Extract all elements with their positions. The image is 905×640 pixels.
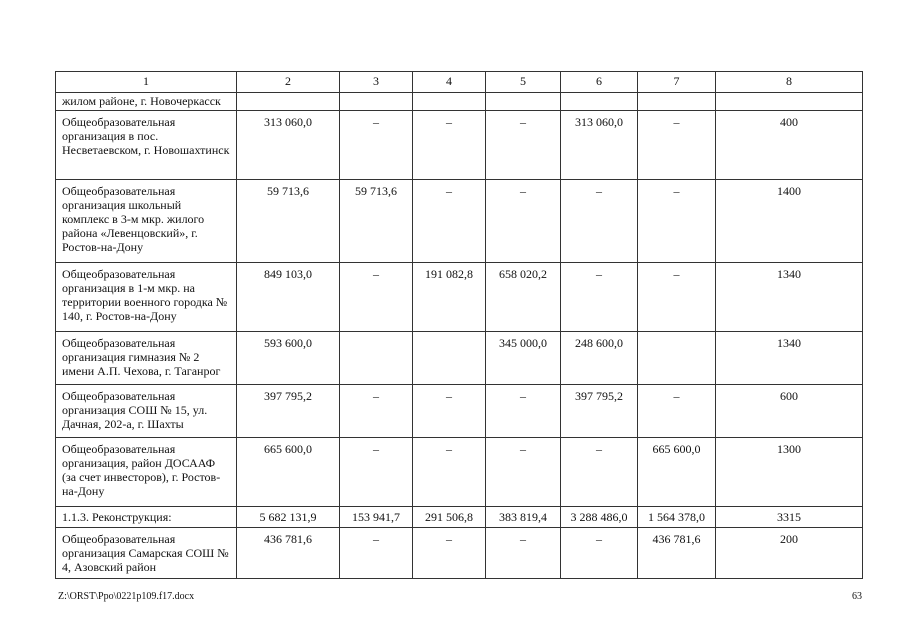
value-cell: – <box>486 180 561 263</box>
value-cell: – <box>638 385 716 438</box>
value-cell: – <box>486 438 561 507</box>
value-cell: – <box>561 528 638 579</box>
column-header: 5 <box>486 72 561 93</box>
value-cell: 59 713,6 <box>340 180 413 263</box>
object-name-cell: Общеобразовательная организация Самарская СОШ № 4, Азовский район <box>56 528 237 579</box>
capacity-cell: 200 <box>716 528 863 579</box>
value-cell: – <box>340 438 413 507</box>
value-cell: 153 941,7 <box>340 507 413 528</box>
value-cell: 397 795,2 <box>561 385 638 438</box>
object-name-cell: Общеобразовательная организация в 1-м мкр. на территории военного городка № 140, г. Ростов-на-Дону <box>56 263 237 332</box>
page-number: 63 <box>852 591 862 602</box>
capacity-cell: 1340 <box>716 332 863 385</box>
value-cell: – <box>486 528 561 579</box>
value-cell: – <box>340 528 413 579</box>
value-cell: 665 600,0 <box>638 438 716 507</box>
value-cell: 313 060,0 <box>237 111 340 180</box>
column-header: 4 <box>413 72 486 93</box>
capacity-cell: 1400 <box>716 180 863 263</box>
column-header: 6 <box>561 72 638 93</box>
value-cell: – <box>561 263 638 332</box>
table-row <box>56 528 863 579</box>
value-cell: 291 506,8 <box>413 507 486 528</box>
value-cell: 59 713,6 <box>237 180 340 263</box>
capacity-cell: 1340 <box>716 263 863 332</box>
value-cell <box>561 93 638 111</box>
value-cell: – <box>486 385 561 438</box>
table-row <box>56 332 863 385</box>
capacity-cell: 600 <box>716 385 863 438</box>
capacity-cell: 400 <box>716 111 863 180</box>
value-cell: 436 781,6 <box>237 528 340 579</box>
value-cell: 1 564 378,0 <box>638 507 716 528</box>
value-cell: – <box>413 528 486 579</box>
value-cell: – <box>486 111 561 180</box>
column-header: 7 <box>638 72 716 93</box>
value-cell: 3 288 486,0 <box>561 507 638 528</box>
value-cell: 593 600,0 <box>237 332 340 385</box>
footer-file-path: Z:\ORST\Ppo\0221p109.f17.docx <box>58 591 195 602</box>
table-row <box>56 263 863 332</box>
value-cell: 665 600,0 <box>237 438 340 507</box>
object-name-cell: Общеобразовательная организация в пос. Несветаевском, г. Новошахтинск <box>56 111 237 180</box>
value-cell: – <box>413 180 486 263</box>
value-cell: – <box>638 263 716 332</box>
value-cell: – <box>638 111 716 180</box>
object-name-cell: жилом районе, г. Новочеркасск <box>56 93 237 111</box>
table-header-row <box>56 72 863 93</box>
value-cell <box>486 93 561 111</box>
table-row <box>56 111 863 180</box>
object-name-cell: Общеобразовательная организация СОШ № 15, ул. Дачная, 202-а, г. Шахты <box>56 385 237 438</box>
value-cell: – <box>638 180 716 263</box>
table-row <box>56 180 863 263</box>
capacity-cell <box>716 93 863 111</box>
column-header: 8 <box>716 72 863 93</box>
value-cell <box>638 93 716 111</box>
value-cell: 849 103,0 <box>237 263 340 332</box>
value-cell: 397 795,2 <box>237 385 340 438</box>
value-cell: 383 819,4 <box>486 507 561 528</box>
value-cell: – <box>413 385 486 438</box>
value-cell: 658 020,2 <box>486 263 561 332</box>
capacity-cell: 3315 <box>716 507 863 528</box>
budget-table <box>55 71 863 579</box>
column-header: 3 <box>340 72 413 93</box>
table-row <box>56 385 863 438</box>
capacity-cell: 1300 <box>716 438 863 507</box>
value-cell <box>413 332 486 385</box>
table-row <box>56 93 863 111</box>
value-cell <box>340 93 413 111</box>
value-cell <box>340 332 413 385</box>
column-header: 2 <box>237 72 340 93</box>
value-cell: – <box>340 385 413 438</box>
value-cell: 345 000,0 <box>486 332 561 385</box>
value-cell: – <box>340 263 413 332</box>
section-title-cell: 1.1.3. Реконструкция: <box>56 507 237 528</box>
value-cell <box>237 93 340 111</box>
value-cell: 248 600,0 <box>561 332 638 385</box>
object-name-cell: Общеобразовательная организация гимназия № 2 имени А.П. Чехова, г. Таганрог <box>56 332 237 385</box>
object-name-cell: Общеобразовательная организация школьный комплекс в 3-м мкр. жилого района «Левенцовский», г. Ростов-на-Дону <box>56 180 237 263</box>
value-cell <box>413 93 486 111</box>
value-cell: – <box>561 438 638 507</box>
table-row <box>56 507 863 528</box>
value-cell: – <box>413 111 486 180</box>
value-cell: 313 060,0 <box>561 111 638 180</box>
value-cell <box>638 332 716 385</box>
value-cell: 5 682 131,9 <box>237 507 340 528</box>
value-cell: 191 082,8 <box>413 263 486 332</box>
value-cell: – <box>340 111 413 180</box>
object-name-cell: Общеобразовательная организация, район ДОСААФ (за счет инвесторов), г. Ростов-на-Дону <box>56 438 237 507</box>
table-row <box>56 438 863 507</box>
value-cell: – <box>561 180 638 263</box>
column-header: 1 <box>56 72 237 93</box>
value-cell: 436 781,6 <box>638 528 716 579</box>
value-cell: – <box>413 438 486 507</box>
